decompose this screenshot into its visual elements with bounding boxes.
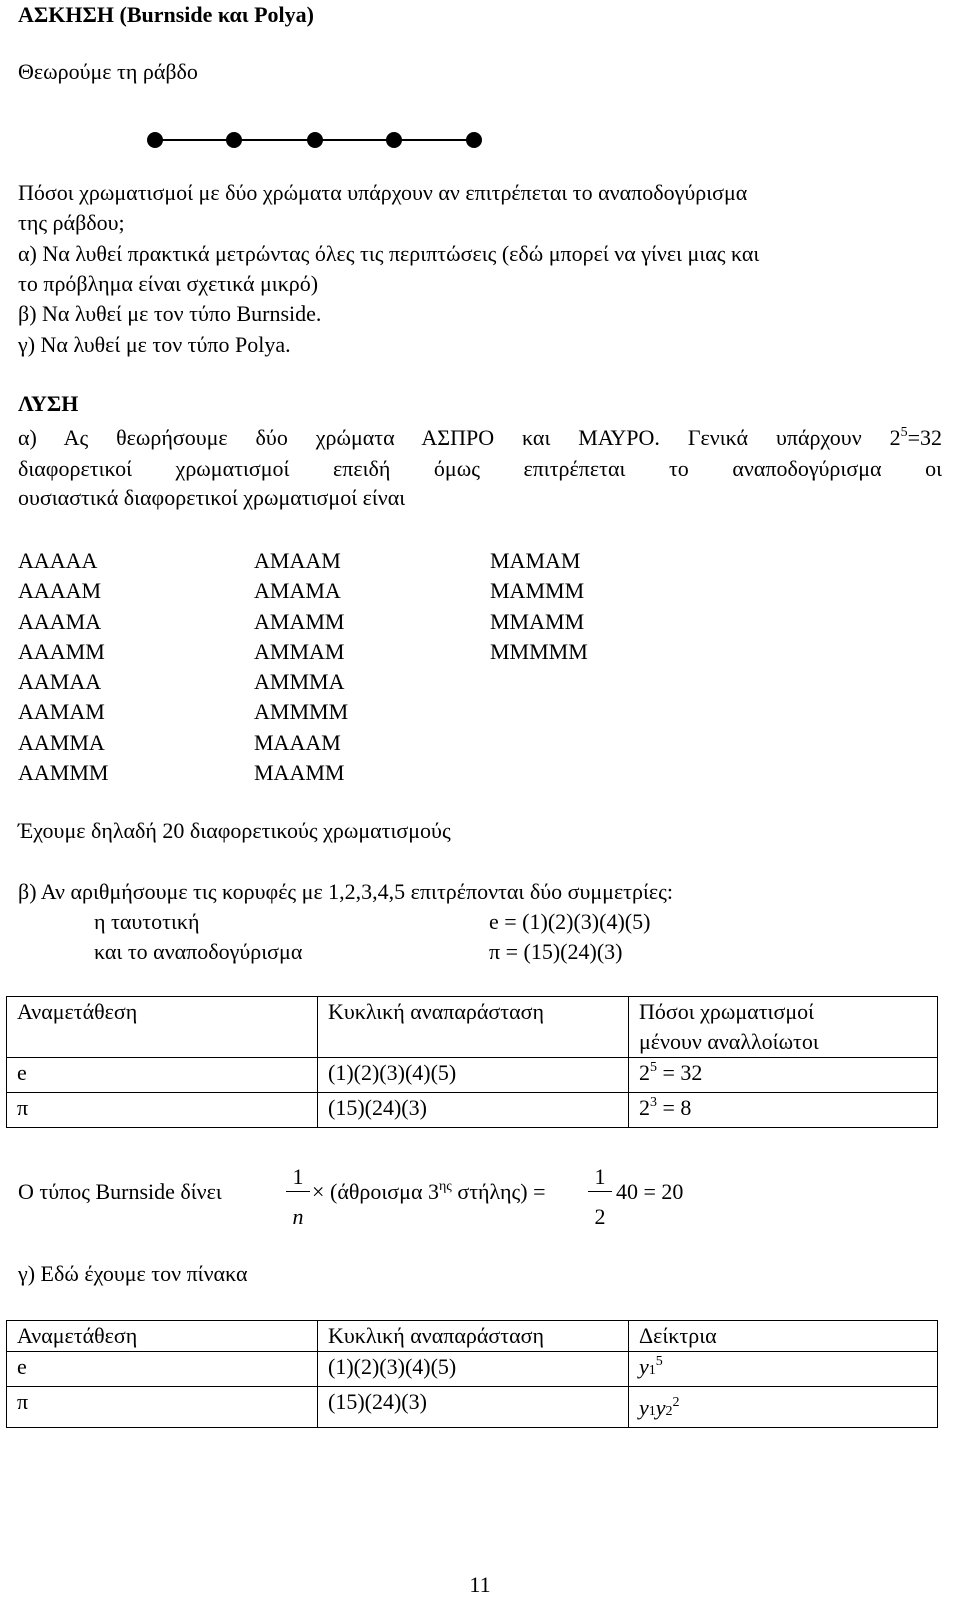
header-cell: Αναμετάθεση — [7, 997, 318, 1058]
coloring: ΑΜΜΜΜ — [254, 699, 349, 725]
coloring: ΜΜΑΜΜ — [490, 608, 585, 634]
burnside-result: 40 = 20 — [616, 1179, 684, 1204]
perm-cell: e — [7, 1352, 318, 1387]
fraction-2-numerator: 1 — [594, 1164, 606, 1189]
flip-value: π = (15)(24)(3) — [489, 939, 623, 964]
coloring: ΑΜΜΜΑ — [254, 669, 345, 695]
question-line: α) Να λυθεί πρακτικά μετρώντας όλες τις περιπτώσεις (εδώ μπορεί να γίνει μιας και — [18, 241, 760, 266]
page-number: 11 — [469, 1572, 491, 1597]
rod-vertex — [386, 132, 402, 148]
table-row — [7, 1058, 938, 1093]
identity-value: e = (1)(2)(3)(4)(5) — [489, 909, 651, 934]
rod-vertex — [147, 132, 163, 148]
part-a-line-2: διαφορετικοί χρωματισμοί επειδή όμως επιτρέπεται το αναποδογύρισμα οι — [18, 456, 942, 481]
rod-vertex — [466, 132, 482, 148]
burnside-table — [6, 996, 938, 1128]
index-cell: $y1^5$ — [629, 1352, 938, 1387]
header-cell: Κυκλική αναπαράσταση — [318, 1321, 629, 1352]
coloring: ΑΜΑΑΜ — [254, 548, 341, 573]
coloring: ΑΑΑΑΜ — [18, 578, 102, 604]
coloring: ΑΑΜΑΜ — [18, 699, 105, 725]
colorings-col-1 — [18, 546, 108, 788]
identity-label: η ταυτοτική — [94, 909, 200, 934]
count-line: Έχουμε δηλαδή 20 διαφορετικούς χρωματισμούς — [18, 818, 451, 843]
perm-cell: e — [7, 1058, 318, 1093]
count-cell: $2^3 = 8$ — [629, 1093, 938, 1128]
cycle-cell: (15)(24)(3) — [318, 1387, 629, 1428]
question-line: της ράβδου; — [18, 210, 125, 235]
count-cell: $2^5 = 32$ — [629, 1058, 938, 1093]
fraction-1-bar — [286, 1191, 310, 1192]
coloring: ΑΜΑΜΜ — [254, 608, 345, 634]
part-b-intro: β) Αν αριθμήσουμε τις κορυφές με 1,2,3,4,5 επιτρέπονται δύο συμμετρίες: — [18, 879, 673, 904]
coloring: ΑΜΑΜΑ — [254, 578, 341, 604]
header-cell: Πόσοι χρωματισμοί μένουν αναλλοίωτοι — [629, 997, 938, 1058]
part-a-text: α) Ας θεωρήσουμε δύο χρώματα ΑΣΠΡΟ και ΜΑΥΡΟ. Γενικά υπάρχουν — [18, 425, 862, 450]
flip-label: και το αναποδογύρισμα — [94, 939, 303, 964]
coloring: ΜΑΜΑΜ — [490, 548, 581, 573]
table-row — [7, 1387, 938, 1428]
coloring: ΜΑΜΜΜ — [490, 578, 585, 604]
header-cell: Κυκλική αναπαράσταση — [318, 997, 629, 1058]
question-line: Πόσοι χρωματισμοί με δύο χρώματα υπάρχουν αν επιτρέπεται το αναποδογύρισμα — [18, 180, 748, 205]
cycle-cell: (15)(24)(3) — [318, 1093, 629, 1128]
fraction-1-denominator: n — [292, 1204, 304, 1229]
table-row — [7, 1352, 938, 1387]
coloring: ΑΑΜΜΑ — [18, 729, 105, 755]
coloring: ΜΑΑΑΜ — [254, 729, 341, 755]
perm-cell: π — [7, 1093, 318, 1128]
power-expression: $2^5=32$ — [889, 425, 943, 450]
coloring: ΑΑΑΜΜ — [18, 638, 105, 664]
rod-vertex — [226, 132, 242, 148]
header-cell: Αναμετάθεση — [7, 1321, 318, 1352]
question-line: γ) Να λυθεί με τον τύπο Polya. — [18, 332, 291, 357]
cycle-cell: (1)(2)(3)(4)(5) — [318, 1058, 629, 1093]
fraction-2-bar — [588, 1191, 612, 1192]
cycle-cell: (1)(2)(3)(4)(5) — [318, 1352, 629, 1387]
coloring: ΑΜΜΑΜ — [254, 638, 345, 664]
burnside-label: Ο τύπος Burnside δίνει — [18, 1179, 222, 1204]
burnside-middle: (άθροισμα $3^{\eta\varsigma}$ στήλης) = — [330, 1179, 546, 1204]
part-c-intro: γ) Εδώ έχουμε τον πίνακα — [18, 1261, 248, 1286]
header-cell: Δείκτρια — [629, 1321, 938, 1352]
polya-table — [6, 1320, 938, 1428]
coloring: ΜΜΜΜΜ — [490, 638, 588, 664]
question-line: το πρόβλημα είναι σχετικά μικρό) — [18, 271, 319, 296]
rod-vertex — [307, 132, 323, 148]
colorings-col-2 — [254, 546, 348, 788]
fraction-1-numerator: 1 — [292, 1164, 304, 1189]
question-line: β) Να λυθεί με τον τύπο Burnside. — [18, 301, 322, 326]
coloring: ΑΑΑΜΑ — [18, 608, 102, 634]
colorings-col-3 — [490, 546, 588, 667]
coloring: ΑΑΜΜΜ — [18, 760, 109, 786]
coloring: ΜΑΑΜΜ — [254, 760, 345, 786]
solution-heading: ΛΥΣΗ — [18, 391, 79, 416]
index-cell: $y1y2^2$ — [629, 1387, 938, 1428]
part-a-line-1 — [18, 426, 942, 454]
table-row — [7, 1093, 938, 1128]
rod-diagram — [140, 125, 490, 155]
coloring: ΑΑΑΑΑ — [18, 548, 98, 573]
coloring: ΑΑΜΑΑ — [18, 669, 102, 695]
fraction-2-denominator: 2 — [594, 1204, 606, 1229]
intro-text: Θεωρούμε τη ράβδο — [18, 59, 198, 84]
times-sign: × — [312, 1179, 325, 1204]
table-header-row — [7, 997, 938, 1058]
part-a-line-3: ουσιαστικά διαφορετικοί χρωματισμοί είναι — [18, 485, 406, 510]
table-header-row — [7, 1321, 938, 1352]
page-title: ΑΣΚΗΣΗ (Burnside και Polya) — [18, 2, 314, 27]
perm-cell: π — [7, 1387, 318, 1428]
